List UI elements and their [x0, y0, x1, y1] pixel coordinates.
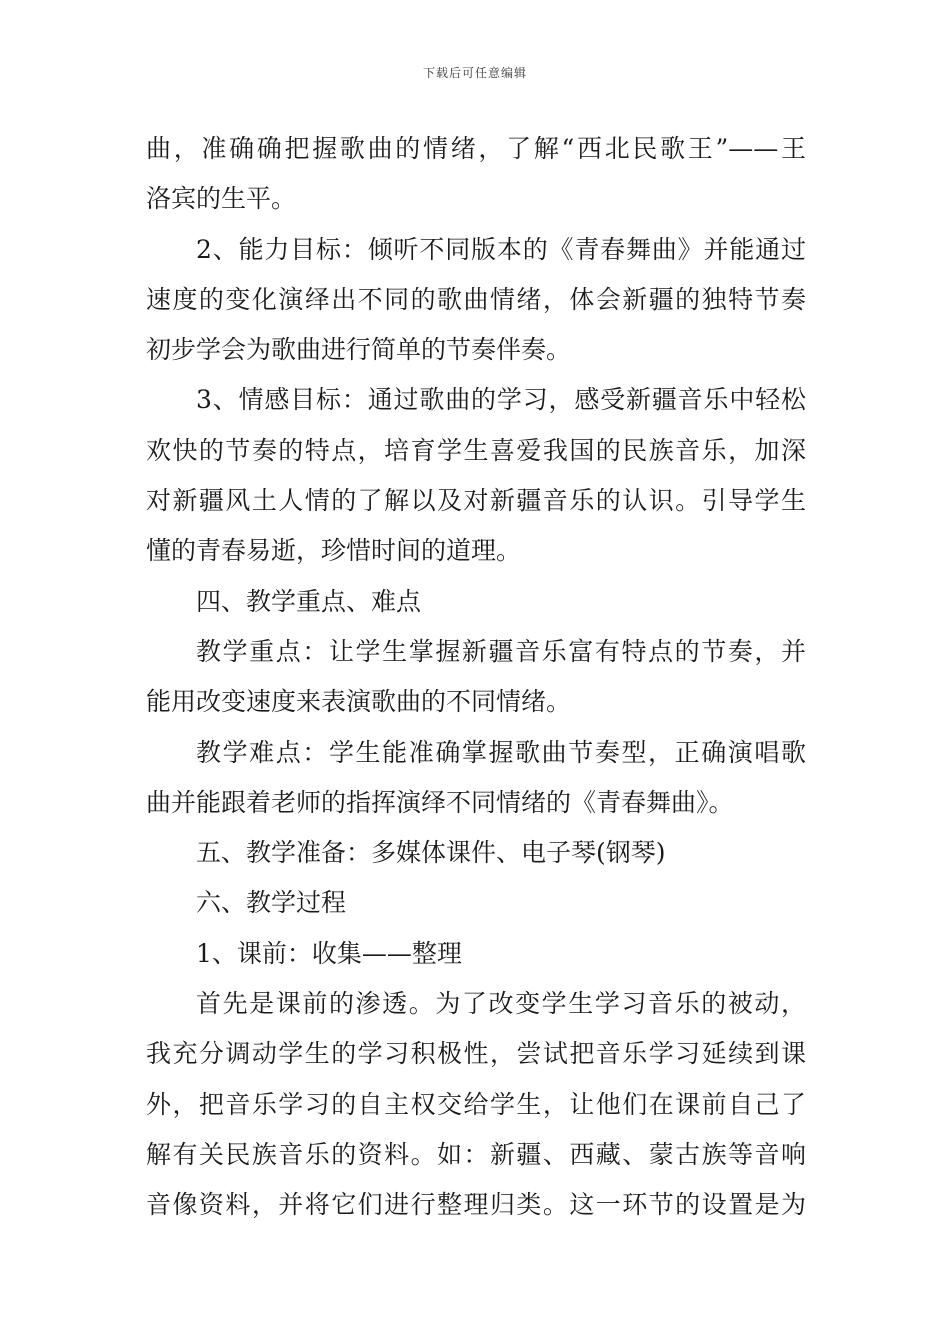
- text-line: 3、情感目标：通过歌曲的学习，感受新疆音乐中轻松: [196, 385, 806, 415]
- text-line: 洛宾的生平。: [146, 184, 297, 214]
- text-line: 懂的青春易逝，珍惜时间的道理。: [146, 536, 522, 566]
- text-line: 首先是课前的渗透。为了改变学生学习音乐的被动，: [196, 989, 806, 1019]
- text-line: 四、教学重点、难点: [196, 586, 422, 616]
- page-header: 下载后可任意编辑: [422, 66, 527, 80]
- text-line: 速度的变化演绎出不同的歌曲情绪，体会新疆的独特节奏: [146, 284, 806, 314]
- text-line: 音像资料，并将它们进行整理归类。这一环节的设置是为: [146, 1190, 806, 1220]
- text-line: 外，把音乐学习的自主权交给学生，让他们在课前自己了: [146, 1089, 806, 1119]
- text-line: 能用改变速度来表演歌曲的不同情绪。: [146, 687, 572, 717]
- text-line: 解有关民族音乐的资料。如：新疆、西藏、蒙古族等音响: [146, 1139, 806, 1169]
- document-body: [146, 124, 806, 1231]
- text-line: 2、能力目标：倾听不同版本的《青春舞曲》并能通过: [196, 234, 806, 264]
- text-line: 教学重点：让学生掌握新疆音乐富有特点的节奏，并: [196, 636, 806, 666]
- text-line: 六、教学过程: [196, 888, 347, 918]
- text-line: 曲，准确确把握歌曲的情绪，了解“西北民歌王”——王: [146, 134, 806, 163]
- text-line: 欢快的节奏的特点，培育学生喜爱我国的民族音乐，加深: [146, 435, 806, 465]
- text-line: 对新疆风土人情的了解以及对新疆音乐的认识。引导学生: [146, 486, 806, 516]
- text-line: 初步学会为歌曲进行简单的节奏伴奏。: [146, 335, 572, 365]
- text-line: 我充分调动学生的学习积极性，尝试把音乐学习延续到课: [146, 1039, 806, 1069]
- text-line: 教学难点：学生能准确掌握歌曲节奏型，正确演唱歌: [196, 737, 806, 767]
- text-line: 曲并能跟着老师的指挥演绎不同情绪的《青春舞曲》。: [146, 787, 734, 817]
- text-line: 五、教学准备：多媒体课件、电子琴(钢琴): [196, 838, 666, 868]
- text-line: 1、课前：收集——整理: [196, 938, 462, 968]
